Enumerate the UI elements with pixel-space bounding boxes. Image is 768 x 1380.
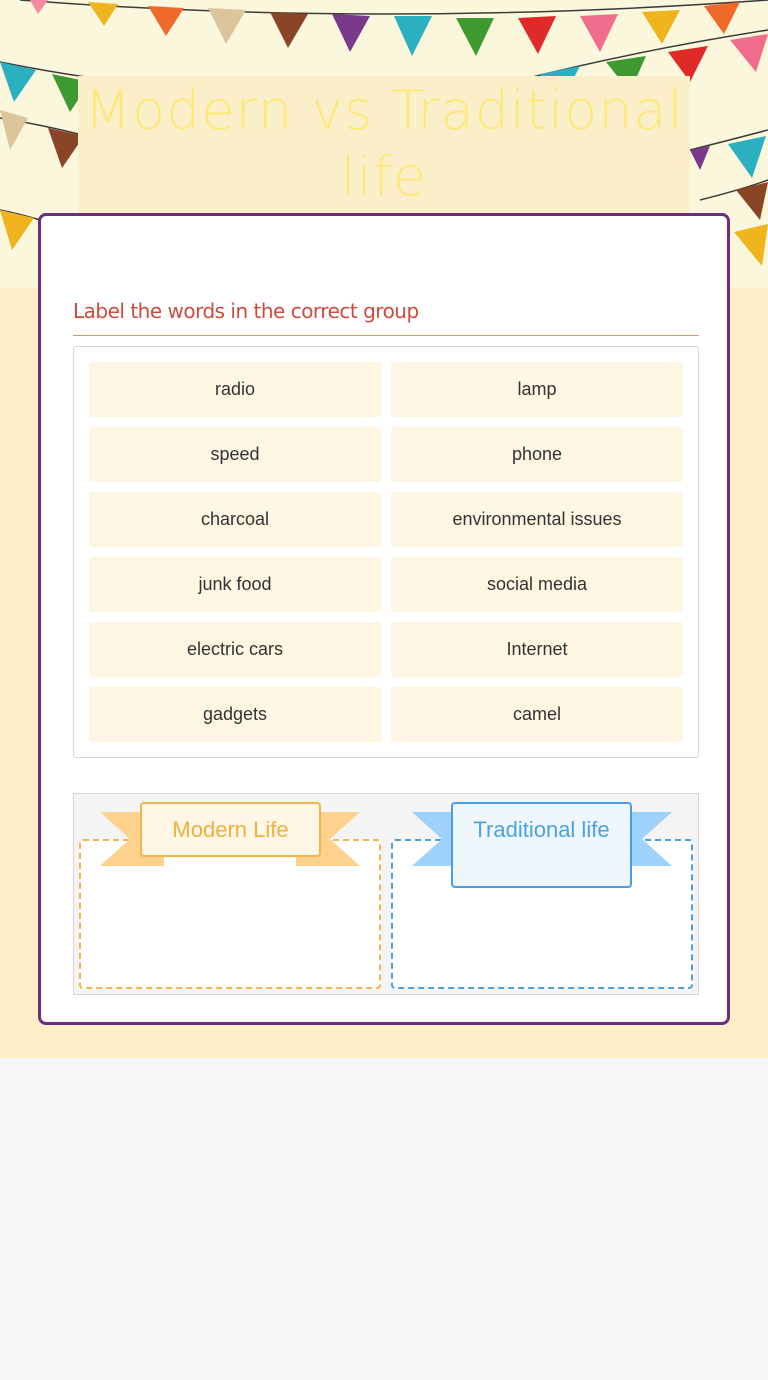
title-box xyxy=(78,76,690,226)
word-tile[interactable]: junk food xyxy=(89,557,381,612)
word-tile[interactable]: speed xyxy=(89,427,381,482)
groups-area xyxy=(73,793,699,995)
word-tile[interactable]: gadgets xyxy=(89,687,381,742)
word-tile[interactable]: electric cars xyxy=(89,622,381,677)
word-tile[interactable]: phone xyxy=(391,427,683,482)
word-tile[interactable]: radio xyxy=(89,362,381,417)
word-tile[interactable]: Internet xyxy=(391,622,683,677)
page-title: Modern vs Traditional life xyxy=(84,79,684,208)
word-tile[interactable]: environmental issues xyxy=(391,492,683,547)
word-tile[interactable]: lamp xyxy=(391,362,683,417)
word-tile[interactable]: camel xyxy=(391,687,683,742)
instruction-text: Label the words in the correct group xyxy=(73,299,419,323)
word-tile[interactable]: charcoal xyxy=(89,492,381,547)
worksheet-card xyxy=(38,213,730,1025)
traditional-life-label: Traditional life xyxy=(451,802,632,888)
word-bank xyxy=(73,346,699,758)
word-tile[interactable]: social media xyxy=(391,557,683,612)
modern-life-label: Modern Life xyxy=(140,802,321,857)
instruction-header xyxy=(73,294,699,336)
